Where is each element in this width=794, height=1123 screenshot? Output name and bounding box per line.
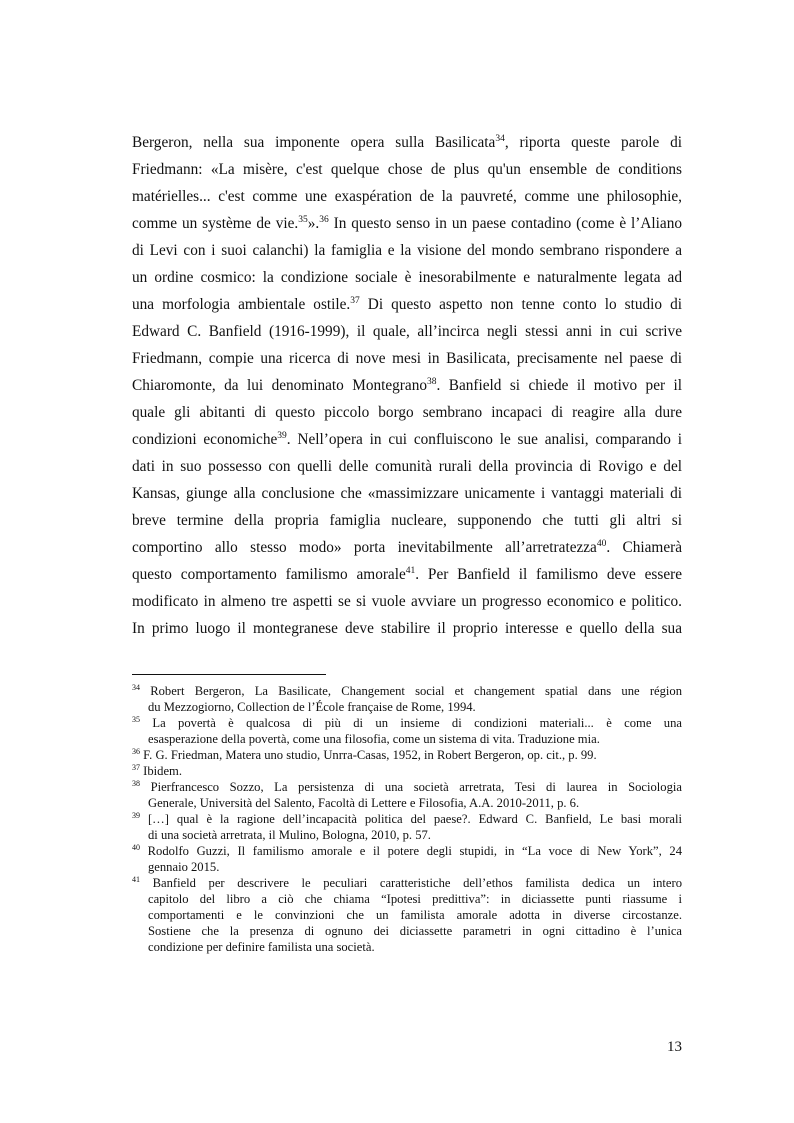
body-line: Edward C. Banfield (1916-1999), il quale, all’incirca negli stessi anni in cui scrive — [132, 323, 682, 340]
footnote: $^{34}$ Robert Bergeron, La Basilicate, Changement social et changement spatial dans une région du Mezzogiorno, Collection de l’École française de Rome, 1994. — [132, 682, 682, 714]
footnote-ref[interactable]: 34 — [495, 133, 505, 144]
body-line: condizioni economiche$^{39}$. Nell’opera in cui confluiscono le sue analisi, comparando i — [132, 430, 682, 448]
body-line: Friedmann: «La misère, c'est quelque chose de plus qu'un ensemble de conditions — [132, 161, 682, 178]
footnote-ref[interactable]: 36 — [319, 214, 329, 225]
footnote-number: 35 — [132, 714, 140, 724]
footnote-number: 40 — [132, 842, 140, 852]
body-line: Kansas, giunge alla conclusione che «massimizzare unicamente i vantaggi materiali di — [132, 485, 682, 502]
footnote-ref[interactable]: 40 — [596, 538, 607, 549]
footnote: $^{38}$ Pierfrancesco Sozzo, La persistenza di una società arretrata, Tesi di laurea in Sociologia Generale, Università del Salento, Facoltà di Lettere e Filosofia, A.A. 2010-2011, p. 6. — [132, 778, 682, 810]
body-line: matérielles... c'est comme une exaspération de la pauvreté, comme une philosophie, — [132, 188, 682, 205]
body-line: Friedmann, compie una ricerca di nove mesi in Basilicata, precisamente nel paese di — [132, 350, 682, 367]
body-line: comme un système de vie.$^{35}$».$^{36}$ In questo senso in un paese contadino (come è l’Aliano — [132, 214, 682, 232]
footnote: $^{41}$ Banfield per descrivere le peculiari caratteristiche dell’ethos familista dedica un intero capitolo del libro a ciò che chiama “Ipotesi predittiva”: in diciassette punti riassume i comportamenti e le convinzioni che un familista amorale adotta in diverse circostanze. Sostiene che la presenza di ognuno dei diciassette parametri in ogni cittadino è l’unica condizione per definire familista una società. — [132, 874, 682, 954]
footnote-number: 38 — [132, 778, 140, 788]
footnote-ref[interactable]: 35 — [298, 214, 308, 225]
body-line: Bergeron, nella sua imponente opera sulla Basilicata$^{34}$, riporta queste parole di — [132, 133, 683, 151]
body-line: In primo luogo il montegranese deve stabilire il proprio interesse e quello della sua — [132, 620, 682, 637]
footnote: $^{40}$ Rodolfo Guzzi, Il familismo amorale e il potere degli stupidi, in “La voce di New York”, 24 gennaio 2015. — [132, 842, 682, 874]
footnote-number: 37 — [132, 762, 140, 772]
body-line: dati in suo possesso con quelli delle comunità rurali della provincia di Rovigo e del — [132, 458, 682, 475]
page-number: 13 — [667, 1039, 682, 1055]
footnote-ref[interactable]: 38 — [427, 376, 437, 387]
footnote-ref[interactable]: 37 — [350, 295, 360, 306]
body-line: di Levi con i suoi calanchi) la famiglia e la visione del mondo sembrano rispondere a — [132, 242, 682, 259]
body-line: breve termine della propria famiglia nucleare, supponendo che tutti gli altri si — [132, 512, 682, 529]
footnote-number: 39 — [132, 810, 140, 820]
footnote-ref[interactable]: 39 — [277, 430, 287, 441]
footnote-number: 36 — [132, 746, 140, 756]
body-line: modificato in almeno tre aspetti se si vuole avviare un progresso economico e politico. — [132, 593, 682, 610]
body-line: un ordine cosmico: la condizione sociale è inesorabilmente e naturalmente legata ad — [132, 269, 682, 286]
body-paragraph — [132, 129, 682, 642]
body-line: una morfologia ambientale ostile.$^{37}$ Di questo aspetto non tenne conto lo studio di — [132, 295, 682, 313]
body-line: Chiaromonte, da lui denominato Montegrano$^{38}$. Banfield si chiede il motivo per il — [132, 376, 683, 394]
body-line: questo comportamento familismo amorale$^{41}$. Per Banfield il familismo deve essere — [132, 565, 682, 583]
footnotes — [132, 683, 682, 955]
footnote: $^{35}$ La povertà è qualcosa di più di un insieme di condizioni materiali... è come una esasperazione della povertà, come una filosofia, come un sistema di vita. Traduzione mia. — [132, 714, 682, 746]
footnote: $^{39}$ […] qual è la ragione dell’incapacità politica del paese?. Edward C. Banfield, Le basi morali di una società arretrata, il Mulino, Bologna, 2010, p. 57. — [132, 810, 682, 842]
footnote-number: 34 — [132, 682, 140, 692]
body-line: quale gli abitanti di questo piccolo borgo sembrano incapaci di reagire alla dure — [132, 404, 682, 421]
footnote-separator — [132, 674, 326, 675]
footnote: $^{37}$ Ibidem. — [132, 762, 182, 778]
footnote-number: 41 — [132, 874, 140, 884]
footnote: $^{36}$ F. G. Friedman, Matera uno studio, Unrra-Casas, 1952, in Robert Bergeron, op. cit., p. 99. — [132, 746, 597, 762]
body-line: comportino allo stesso modo» porta inevitabilmente all’arretratezza$^{40}$. Chiamerà — [132, 538, 682, 556]
footnote-ref[interactable]: 41 — [405, 565, 416, 576]
